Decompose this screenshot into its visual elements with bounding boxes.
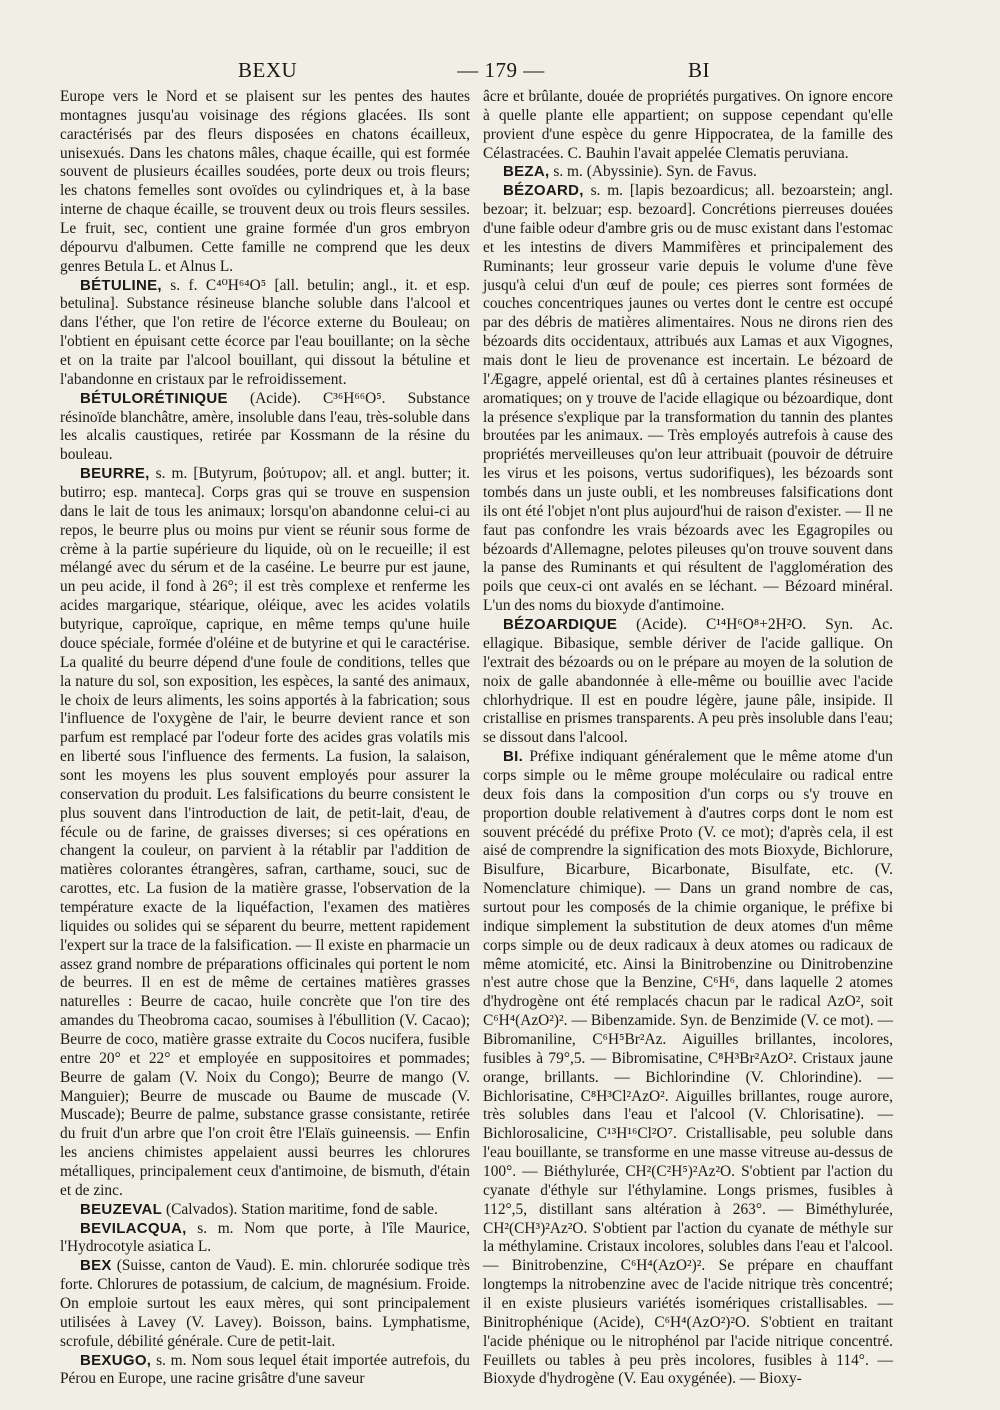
entry-definition: (Calvados). Station maritime, fond de sable. [165, 1200, 438, 1218]
entry-definition: Préfixe indiquant généralement que le même atome d'un corps simple ou le même groupe moléculaire ou radical entre deux fois dans la composition d'un corps ou s'y trouve en proportion double relativement à d'autres corps dont le nom est souvent précédé du préfixe Proto (V. ce mot); d'après cela, il est aisé de comprendre la signification des mots Bioxyde, Bichlorure, Bisulfure, Bicarbure, Bicarbonate, Bisulfate, etc. (V. Nomenclature chimique). — Dans un grand nombre de cas, surtout pour les composés de la chimie organique, le préfixe bi indique simplement la substitution de deux atomes d'un même corps simple ou de deux radicaux à deux atomes ou radicaux de même atomicité, etc. Ainsi la Binitrobenzine ou Dinitrobenzine n'est autre chose que la Benzine, C⁶H⁶, dans laquelle 2 atomes d'hydrogène ont été remplacés chacun par le radical AzO², soit C⁶H⁴(AzO²)². — Bibenzamide. Syn. de Benzimide (V. ce mot). — Bibromaniline, C⁶H⁵Br²Az. Aiguilles brillantes, incolores, fusibles à 79°,5. — Bibromisatine, C⁸H³Br²AzO². Cristaux jaune orange, brillants. — Bichlorindine (V. Chlorindine). — Bichlorisatine, C⁸H³Cl²AzO². Aiguilles brillantes, rouge aurore, très solubles dans l'eau et l'alcool (V. Chlorisatine). — Bichlorosalicine, C¹³H¹⁶Cl²O⁷. Cristallisable, peu soluble dans l'eau bouillante, se transforme en une masse vitreuse au-dessus de 100°. — Biéthylurée, CH²(C²H⁵)²Az²O. S'obtient par l'action du cyanate d'éthyle sur l'éthylamine. Longs prismes, fusibles à 112°,5, distillant sans altération à 263°. — Biméthylurée, CH²(CH³)²Az²O. S'obtient par l'action du cyanate de méthyle sur la méthylamine. Cristaux incolores, solubles dans l'eau et l'alcool. — Binitrobenzine, C⁶H⁴(AzO²)². Se prépare en chauffant longtemps la nitrobenzine avec de l'acide nitrique très concentré; il en existe plusieurs variétés isomériques cristallisables. — Binitrophénique (Acide), C⁶H⁴(AzO²)²O. S'obtient en traitant l'acide phénique ou le nitrophénol par l'acide nitrique concentré. Feuillets ou tables à peu près incolores, fusibles à 114°. — Bioxyde d'hydrogène (V. Eau oxygénée). — Bioxy- [483, 748, 893, 1388]
entry-headword: BÉZOARDIQUE [503, 616, 618, 634]
entry-definition: s. f. C⁴⁰H⁶⁴O⁵ [all. betulin; angl., it. et esp. betulina]. Substance résineuse blanche soluble dans l'alcool et dans l'éther, que l'on retire de l'écorce externe du Bouleau; on l'obtient en épuisant cette écorce par l'eau bouillante; on la sèche et on la traite par l'alcool bouillant, qui dissout la bétuline et l'abandonne en cristaux par le refroidissement. [60, 276, 470, 388]
entry-definition: (Suisse, canton de Vaud). E. min. chlorurée sodique très forte. Chlorures de potassium, de calcium, de magnésium. Froide. On emploie surtout les eaux mères, qui sont principalement utilisées à Lavey (V. Lavey). Boisson, bains. Lymphatisme, scrofule, débilité générale. Cure de petit-lait. [60, 1257, 470, 1350]
dictionary-entry [60, 1220, 470, 1258]
entry-headword: BÉTULINE, [80, 276, 162, 294]
entry-headword: BEXUGO, [80, 1351, 152, 1369]
continued-text: âcre et brûlante, douée de propriétés purgatives. On ignore encore à quelle plante elle appartient; on suppose cependant qu'elle provient d'une espèce du genre Hippocratea, de la famille des Célastracées. C. Bauhin l'avait appelée Clematis peruviana. [483, 88, 893, 162]
dictionary-entry [60, 1257, 470, 1351]
dictionary-entry [483, 748, 893, 1389]
entry-headword: BÉTULORÉTINIQUE [80, 389, 228, 407]
running-head-left: BEXU [238, 58, 298, 82]
dictionary-entry [60, 1352, 470, 1390]
entry-definition: s. m. [lapis bezoardicus; all. bezoarstein; angl. bezoar; it. belzuar; esp. bezoard]. Concrétions pierreuses douées d'une faible odeur d'ambre gris ou de musc existant dans l'estomac et les intestins de divers Mammifères et principalement des Ruminants; leur grosseur varie depuis le volume d'une fève jusqu'à celui d'un œuf de poule; ces pierres sont formées de couches concentriques jaunes ou vertes dont le centre est occupé par des débris de matières alimentaires. Nous ne dirons rien des bézoards dits occidentaux, attribués aux Lamas et aux Vigognes, mais dont le lieu de provenance est incertain. Le bézoard de l'Ægagre, appelé oriental, est dû à certaines plantes résineuses et aromatiques; on y trouve de l'acide ellagique ou bézoardique, dont la présence s'explique par la transformation du tannin des plantes broutées par les animaux. — Très employés autrefois à cause des propriétés merveilleuses qu'on leur attribuait (pouvoir de détruire les virus et les poisons, vertus sudorifiques), les bézoards sont tombés dans un juste oubli, et les nombreuses falsifications dont ils ont été l'objet n'ont plus aujourd'hui de raison d'exister. — Il ne faut pas confondre les vrais bézoards avec les Egagropiles ou bézoards d'Allemagne, pelotes pileuses qu'on trouve souvent dans la panse des Ruminants et qui résultent de l'agglomération des poils que ceux-ci ont avalés en se léchant. — Bézoard minéral. L'un des noms du bioxyde d'antimoine. [483, 182, 893, 615]
page-header [60, 58, 940, 88]
running-head-right: BI [688, 58, 710, 82]
entry-headword: BEUZEVAL [80, 1200, 163, 1218]
entry-headword: BEX [80, 1257, 112, 1275]
entry-definition: s. m. [Butyrum, βούτυρον; all. et angl. butter; it. butirro; esp. manteca]. Corps gras qui se trouve en suspension dans le lait de tous les animaux; lorsqu'on abandonne celui-ci au repos, le beurre plus ou moins pur vient se réunir sous forme de crème à la partie supérieure du liquide, où on le recueille; il est mélangé avec du sérum et de la caséine. Le beurre pur est jaune, un peu acide, il fond à 26°; il est très complexe et renferme les acides margarique, stéarique, oléique, avec les acides volatils butyrique, caproïque, caprique, en même temps qu'une huile douce spéciale, formée d'oléine et de butyrine et qui le caractérise. La qualité du beurre dépend d'une foule de conditions, telles que la nature du sol, son exposition, les espèces, la santé des animaux, le choix de leurs aliments, les soins apportés à la fabrication; sous l'influence de l'oxygène de l'air, le beurre devient rance et son parfum est remplacé par l'odeur forte des acides gras volatils mis en liberté sous l'influence des ferments. La fusion, la salaison, sont les moyens les plus souvent employés pour assurer la conservation du produit. Les falsifications du beurre consistent le plus souvent dans l'introduction de lait, de petit-lait, d'eau, de fécule ou de farine, de graisses diverses; si ces opérations en changent la couleur, on parvient à la rétablir par l'addition de matières colorantes étrangères, safran, carthame, souci, suc de carottes, etc. La fusion de la matière grasse, l'observation de la température exacte de la liquéfaction, l'examen des matières liquides ou solides qui se séparent du beurre, mettent rapidement l'expert sur la trace de la falsification. — Il existe en pharmacie un assez grand nombre de préparations officinales qui portent le nom de beurres. Il en est de même de certaines matières grasses naturelles : Beurre de cacao, huile concrète que l'on tire des amandes du Theobroma cacao, soumises à l'ébullition (V. Cacao); Beurre de coco, matière grasse extraite du Cocos nucifera, fusible entre 20° et 22° et employée en suppositoires et pommades; Beurre de galam (V. Noix du Congo); Beurre de mango (V. Manguier); Beurre de muscade ou Baume de muscade (V. Muscade); Beurre de palme, substance grasse consistante, retirée du fruit d'un arbre que l'on croit être l'Elaïs guineensis. — Enfin les anciens chimistes appelaient aussi beurres les chlorures métalliques, principalement ceux d'antimoine, de bismuth, d'étain et de zinc. [60, 465, 470, 1199]
dictionary-entry [483, 163, 893, 182]
dictionary-entry [483, 616, 893, 748]
entry-definition: s. m. Nom sous lequel était importée autrefois, du Pérou en Europe, une racine grisâtre d'une saveur [60, 1351, 470, 1388]
entry-headword: BI. [503, 748, 524, 766]
entry-headword: BEZA, [503, 163, 550, 181]
dictionary-entry [483, 182, 893, 616]
continued-text: Europe vers le Nord et se plaisent sur les pentes des hautes montagnes jusqu'au voisinage des régions glacées. Ils sont caractérisés par des fleurs disposées en chatons écailleux, unisexués. Dans les chatons mâles, chaque écaille, qui est formée souvent de plusieurs écailles soudées, porte deux ou trois fleurs; les chatons femelles sont ovoïdes ou cylindriques et, à la base interne de chaque écaille, se trouvent deux ou trois fleurs sessiles. Le fruit, sec, contient une graine formée d'un gros embryon dépourvu d'albumen. Cette famille ne comprend que les deux genres Betula L. et Alnus L. [60, 88, 470, 275]
entry-headword: BEURRE, [80, 465, 150, 483]
dictionary-entry [60, 465, 470, 1201]
entry-headword: BEVILACQUA, [80, 1219, 187, 1237]
entry-headword: BÉZOARD, [503, 182, 584, 200]
dictionary-entry [60, 1201, 470, 1220]
dictionary-entry [60, 390, 470, 465]
entry-definition: (Acide). C³⁶H⁶⁶O⁵. Substance résinoïde blanchâtre, amère, insoluble dans l'eau, très-soluble dans les alcalis caustiques, retirée par Kossmann de la résine du bouleau. [60, 389, 470, 464]
dictionary-entry [60, 277, 470, 390]
entry-definition: (Acide). C¹⁴H⁶O⁸+2H²O. Syn. Ac. ellagique. Bibasique, semble dériver de l'acide gallique. On l'extrait des bézoards ou on le prépare au moyen de la solution de noix de galle abandonnée à elle-même ou bouillie avec l'acide chlorhydrique. Il est en poudre légère, jaune pâle, insipide. Il cristallise en prismes transparents. A peu près insoluble dans l'eau; se dissout dans l'alcool. [483, 616, 893, 747]
entry-definition: s. m. (Abyssinie). Syn. de Favus. [553, 163, 757, 181]
page-number: — 179 — [457, 58, 545, 82]
entry-definition: s. m. Nom que porte, à l'île Maurice, l'Hydrocotyle asiatica L. [60, 1219, 470, 1256]
right-column [483, 88, 893, 1389]
left-column [60, 88, 470, 1389]
